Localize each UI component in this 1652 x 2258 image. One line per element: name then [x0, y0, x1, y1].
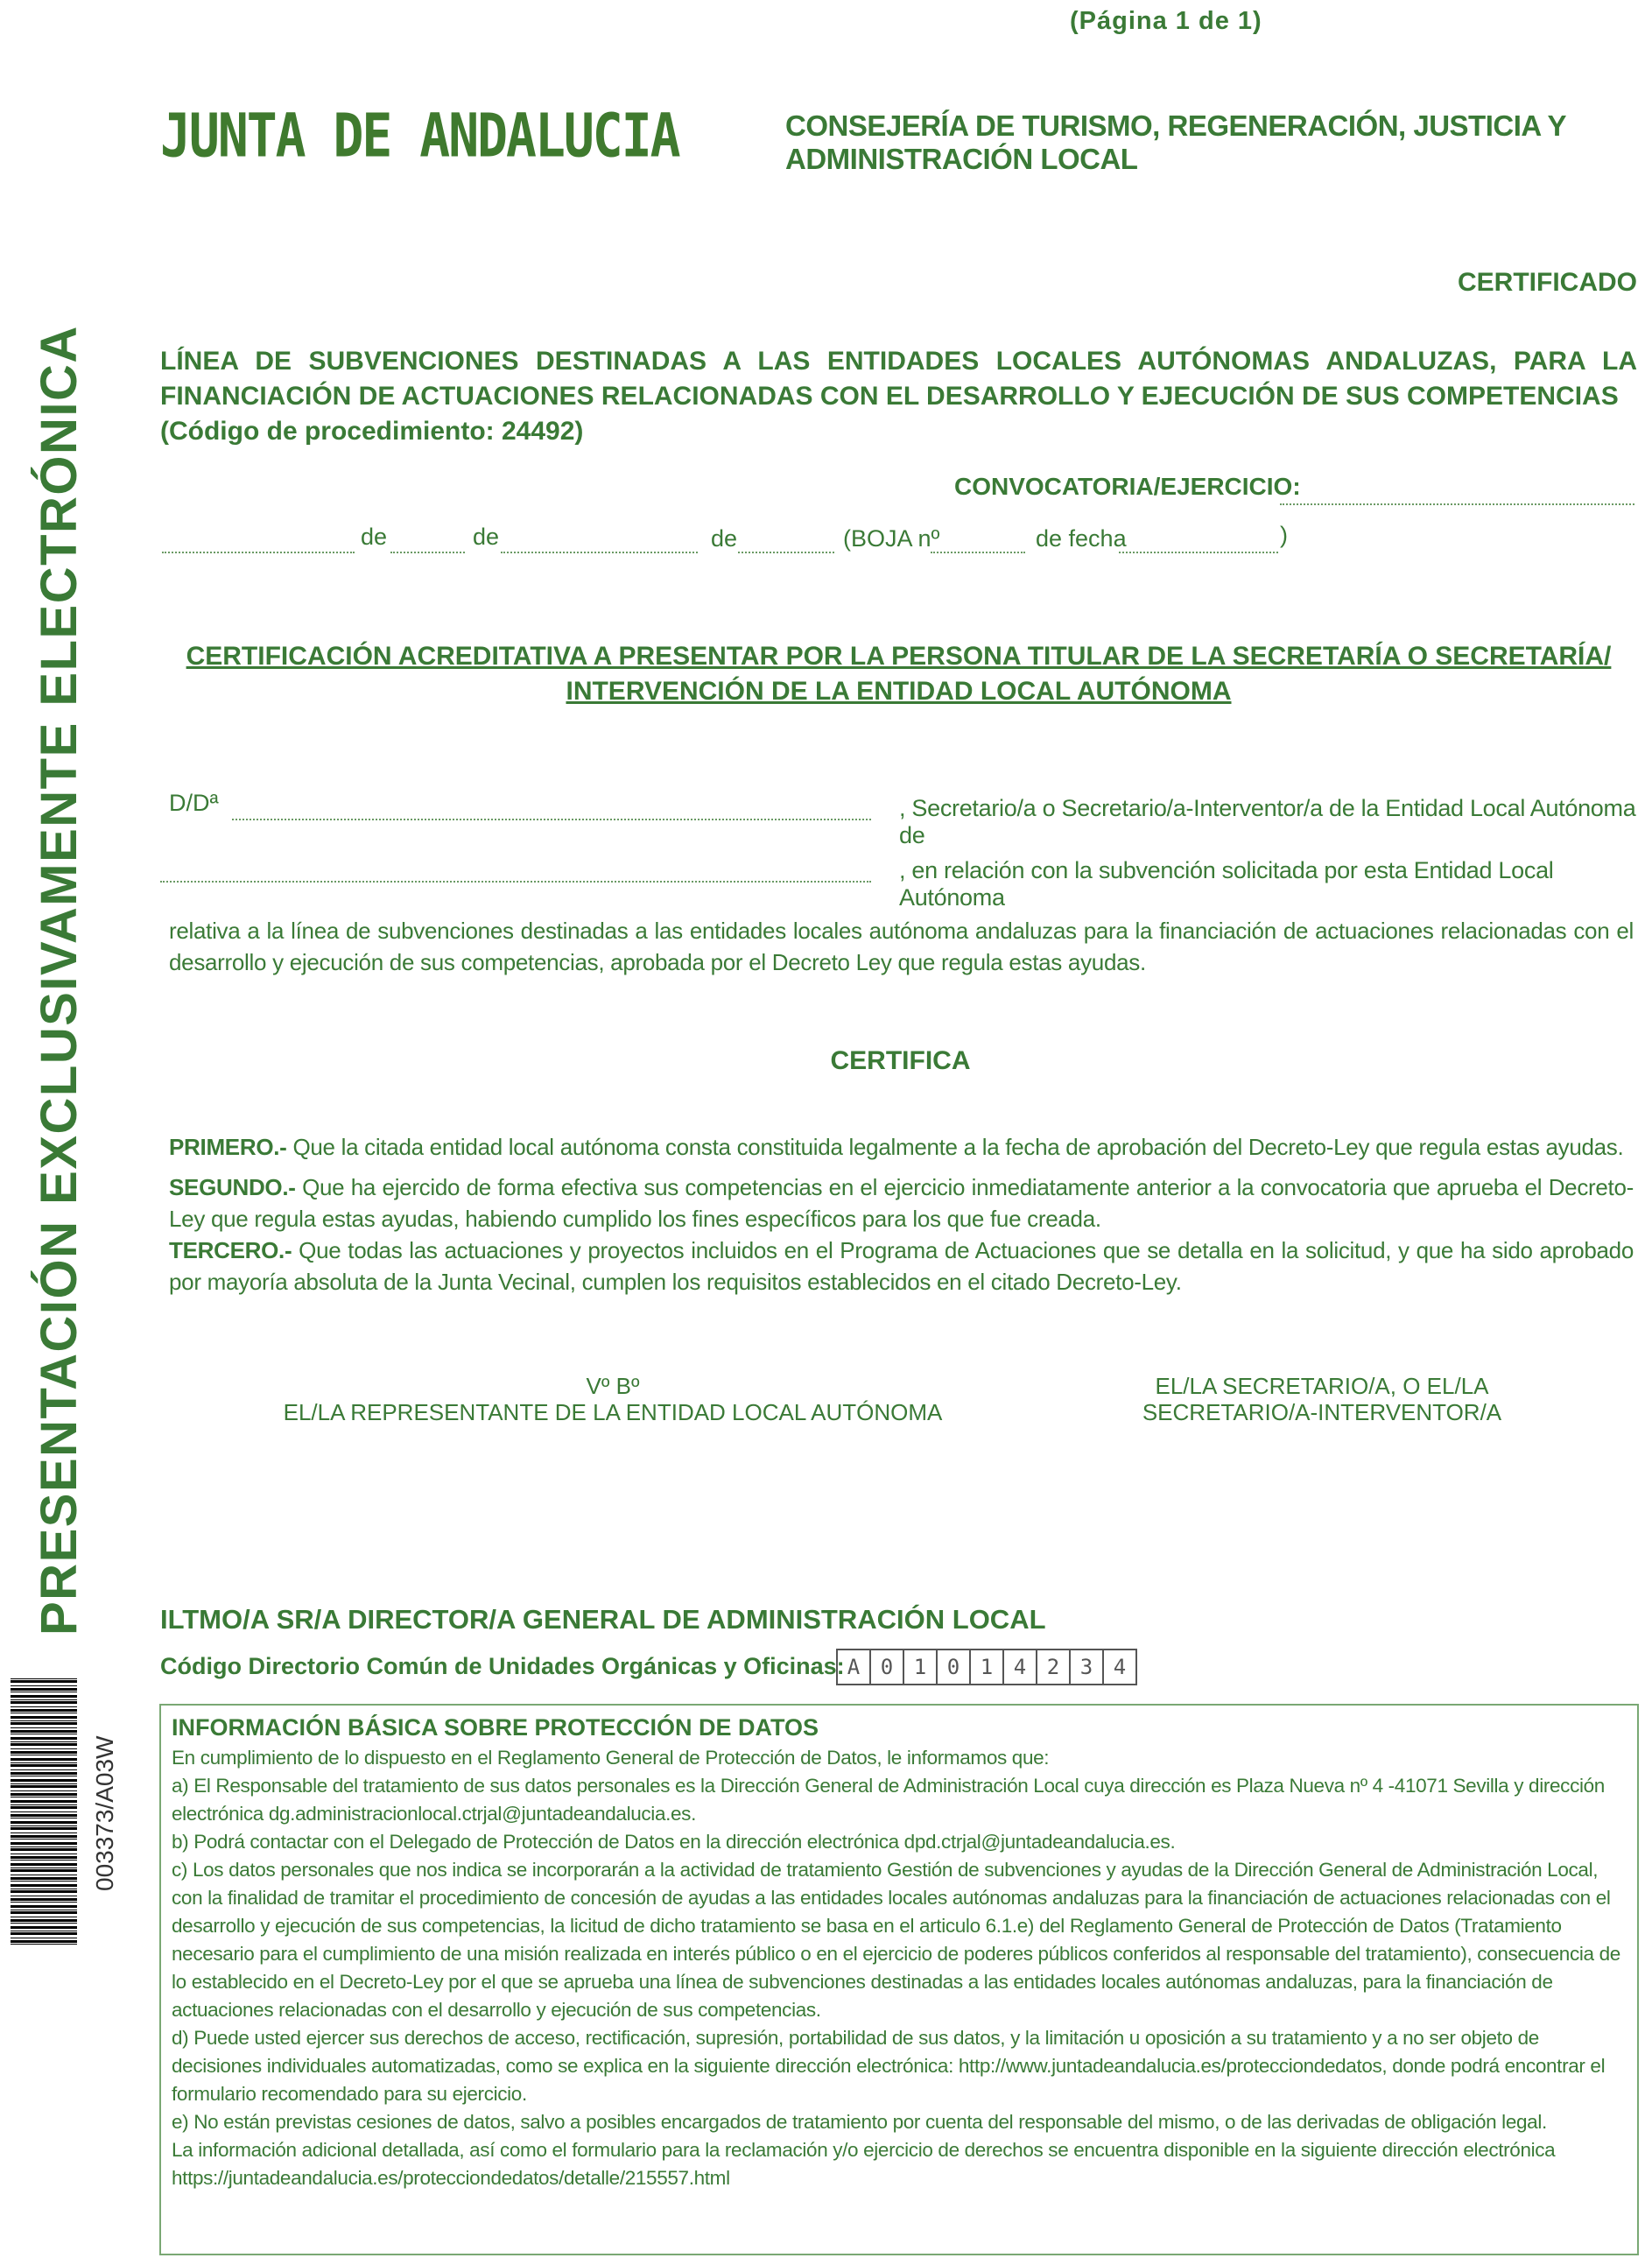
segundo-text: Que ha ejercido de forma efectiva sus competencias en el ejercicio inmediatamente anterior a la convocatoria que aprueba el Decreto-Ley que regula estas ayudas, habiendo cumplido los fines específicos para los que fue creada.	[169, 1174, 1634, 1232]
barcode	[11, 1677, 77, 1948]
code-digit: 4	[1004, 1650, 1037, 1684]
point-tercero	[169, 1235, 1634, 1298]
data-protection-more: La información adicional detallada, así como el formulario para la reclamación y/o ejercicio de derechos se encuentra disponible en la siguiente dirección electrónica https://juntadeandalucia.es/protecciondedatos/detalle/215557.html	[172, 2139, 1556, 2189]
code-digit: 4	[1113, 1655, 1127, 1679]
data-protection-title: INFORMACIÓN BÁSICA SOBRE PROTECCIÓN DE DATOS	[172, 1714, 819, 1741]
department-line-1: CONSEJERÍA DE TURISMO, REGENERACIÓN, JUSTICIA Y	[785, 109, 1567, 142]
code-digit: 0	[938, 1650, 971, 1684]
boja-date-field[interactable]	[1119, 552, 1278, 553]
signature-left	[263, 1373, 963, 1425]
form-code: 003373/A03W	[91, 1735, 118, 1891]
declarant-relation-text: , en relación con la subvención solicitada por esta Entidad Local Autónoma	[899, 857, 1554, 911]
code-digit: 0	[871, 1650, 904, 1684]
code-digit: 2	[1037, 1650, 1071, 1684]
directory-code-boxes	[836, 1649, 1137, 1685]
tercero-text: Que todas las actuaciones y proyectos incluidos en el Programa de Actuaciones que se detalla en la solicitud, y que ha sido aprobado por mayoría absoluta de la Junta Vecinal, cumplen los requisitos establecidos en el citado Decreto-Ley.	[169, 1237, 1634, 1295]
declarant-role-text: , Secretario/a o Secretario/a-Interventor/a de la Entidad Local Autónoma de	[899, 795, 1636, 848]
page-indicator: (Página 1 de 1)	[1070, 7, 1262, 35]
date-day-field[interactable]	[162, 552, 355, 553]
cert-heading-line-1: CERTIFICACIÓN ACREDITATIVA A PRESENTAR POR LA PERSONA TITULAR DE LA SECRETARÍA O SECRETARÍA/	[186, 642, 1612, 671]
code-digit: 1	[971, 1650, 1004, 1684]
label-de-3: de	[711, 525, 738, 552]
data-protection-box	[159, 1704, 1639, 2255]
segundo-label: SEGUNDO.-	[169, 1174, 296, 1200]
code-digit: 3	[1071, 1650, 1104, 1684]
data-protection-b: b) Podrá contactar con el Delegado de Protección de Datos en la dirección electrónica dpd.ctrjal@juntadeandalucia.es.	[172, 1831, 1176, 1853]
label-de-fecha: de fecha	[1036, 525, 1127, 552]
signature-right-line-2: SECRETARIO/A-INTERVENTOR/A	[1142, 1399, 1502, 1425]
data-protection-e: e) No están previstas cesiones de datos, salvo a posibles encargados de tratamiento por cuenta del responsable del mismo, o de las derivadas de obligación legal.	[172, 2111, 1547, 2133]
convocatoria-label: CONVOCATORIA/EJERCICIO:	[954, 473, 1301, 500]
tercero-label: TERCERO.-	[169, 1237, 292, 1263]
boja-number-field[interactable]	[931, 552, 1025, 553]
certifica-heading: CERTIFICA	[830, 1046, 971, 1075]
label-de-1: de	[361, 524, 388, 550]
department-line-2: ADMINISTRACIÓN LOCAL	[785, 143, 1138, 175]
certification-heading	[160, 639, 1637, 709]
date-year-field[interactable]	[501, 552, 698, 553]
document-type: CERTIFICADO	[1458, 268, 1637, 297]
junta-logo: JUNTA DE ANDALUCIA	[160, 101, 679, 172]
declarant-name-field[interactable]	[232, 819, 871, 820]
signature-left-line-1: Vº Bº	[586, 1373, 640, 1399]
relative-text: relativa a la línea de subvenciones destinadas a las entidades locales autónoma andaluzas para la financiación de actuaciones relacionadas con el desarrollo y ejecución de sus competencias, aprobada por el Decreto Ley que regula estas ayudas.	[169, 918, 1634, 975]
procedure-title	[160, 344, 1637, 449]
directory-label: Código Directorio Común de Unidades Orgánicas y Oficinas:	[160, 1653, 845, 1679]
department-title	[785, 109, 1566, 176]
primero-text: Que la citada entidad local autónoma consta constituida legalmente a la fecha de aprobación del Decreto-Ley que regula estas ayudas.	[286, 1134, 1624, 1160]
primero-label: PRIMERO.-	[169, 1134, 287, 1160]
data-protection-intro: En cumplimiento de lo dispuesto en el Reglamento General de Protección de Datos, le informamos que:	[172, 1747, 1050, 1769]
title-line-1: LÍNEA DE SUBVENCIONES DESTINADAS A LAS ENTIDADES LOCALES AUTÓNOMAS ANDALUZAS, PARA LA	[160, 347, 1637, 376]
signature-right-line-1: EL/LA SECRETARIO/A, O EL/LA	[1155, 1373, 1489, 1399]
data-protection-d: d) Puede usted ejercer sus derechos de acceso, rectificación, supresión, portabilidad de sus datos, y la limitación u oposición a su tratamiento y a no ser objeto de decisiones individuales automatizadas, como se explica en la siguiente dirección electrónica: http://www.juntadeandalucia.es/protecciondedatos, donde podrá encontrar el formulario recomendado para su ejercicio.	[172, 2027, 1606, 2105]
label-close-paren: )	[1280, 522, 1288, 548]
signature-right	[1094, 1373, 1550, 1425]
label-de-2: de	[473, 524, 500, 550]
procedure-code: (Código de procedimiento: 24492)	[160, 417, 584, 446]
data-protection-c: c) Los datos personales que nos indica se incorporarán a la actividad de tratamiento Gestión de subvenciones y ayudas de la Dirección General de Administración Local, con la finalidad de tramitar el procedimiento de concesión de ayudas a las entidades locales autónomas andaluzas para la financiación de actuaciones relacionadas con el desarrollo y ejecución de sus competencias, la licitud de dicho tratamiento se basa en el articulo 6.1.e) del Reglamento General de Protección de Datos (Tratamiento necesario para el cumplimiento de una misión realizada en interés público o en el ejercicio de poderes públicos conferidos al responsable del tratamiento), consecuencia de lo establecido en el Decreto-Ley por el que se aprueba una línea de subvenciones destinadas a las entidades locales autónomas andaluzas, para la financiación de actuaciones relacionadas con el desarrollo y ejecución de sus competencias.	[172, 1859, 1620, 2021]
code-digit: A	[838, 1650, 871, 1684]
entity-name-field[interactable]	[160, 881, 871, 883]
point-primero	[169, 1131, 1634, 1163]
declarant-prefix: D/Dª	[169, 790, 219, 816]
signature-left-line-2: EL/LA REPRESENTANTE DE LA ENTIDAD LOCAL AUTÓNOMA	[283, 1399, 943, 1425]
code-digit: 1	[904, 1650, 938, 1684]
cert-heading-line-2: INTERVENCIÓN DE LA ENTIDAD LOCAL AUTÓNOMA	[566, 677, 1232, 706]
date-extra-field[interactable]	[738, 552, 834, 553]
title-line-2: FINANCIACIÓN DE ACTUACIONES RELACIONADAS CON EL DESARROLLO Y EJECUCIÓN DE SUS COMPETENCIAS	[160, 382, 1619, 411]
certified-points	[169, 1131, 1634, 1298]
data-protection-a: a) El Responsable del tratamiento de sus datos personales es la Dirección General de Administración Local cuya dirección es Plaza Nueva nº 4 -41071 Sevilla y dirección electrónica dg.administracionlocal.ctrjal@juntadeandalucia.es.	[172, 1775, 1605, 1825]
point-segundo	[169, 1171, 1634, 1235]
convocatoria-field[interactable]	[1280, 503, 1634, 505]
addressee: ILTMO/A SR/A DIRECTOR/A GENERAL DE ADMINISTRACIÓN LOCAL	[160, 1604, 1046, 1635]
date-month-field[interactable]	[390, 552, 465, 553]
label-boja: (BOJA nº	[843, 525, 940, 552]
side-vertical-text: PRESENTACIÓN EXCLUSIVAMENTE ELECTRÓNICA	[31, 325, 88, 1635]
